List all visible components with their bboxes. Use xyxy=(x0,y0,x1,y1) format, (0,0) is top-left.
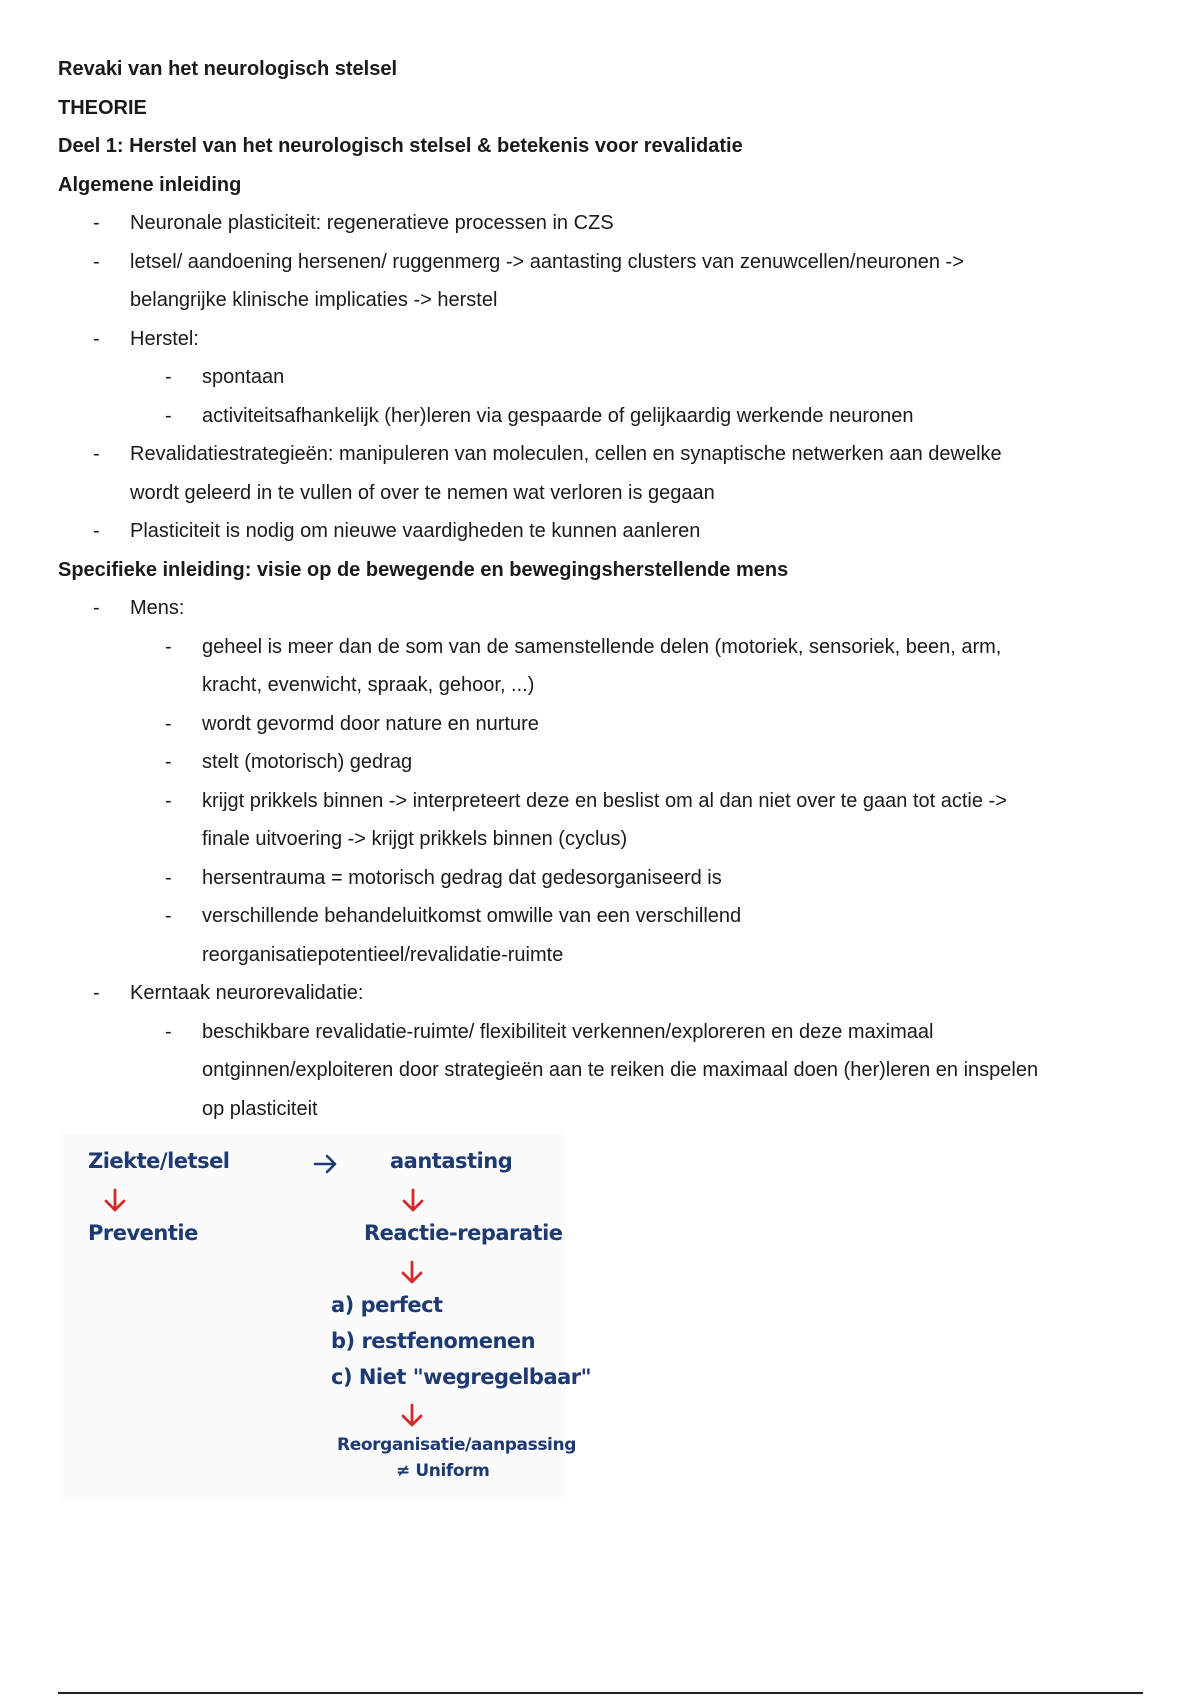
bullet-dash: - xyxy=(93,250,100,273)
list-item-text: spontaan xyxy=(202,366,285,388)
bullet-dash: - xyxy=(165,366,172,388)
part-heading: Deel 1: Herstel van het neurologisch stelsel & betekenis voor revalidatie xyxy=(58,135,743,157)
node-not-uniform: ≠ Uniform xyxy=(396,1461,490,1481)
sub-list-item xyxy=(58,782,1148,821)
document-subtitle: THEORIE xyxy=(58,96,147,119)
list-item-text: stelt (motorisch) gedrag xyxy=(202,751,413,773)
bullet-dash: - xyxy=(165,635,172,658)
bullet-dash: - xyxy=(165,789,172,812)
sub-list-item xyxy=(58,358,1148,397)
arrow-right-icon xyxy=(313,1153,339,1175)
sub-list-item xyxy=(58,1013,1148,1052)
list-item-continuation: wordt geleerd in te vullen of over te nemen wat verloren is gegaan xyxy=(130,481,715,504)
node-reorganisation: Reorganisatie/aanpassing xyxy=(337,1435,576,1455)
list-item-continuation: kracht, evenwicht, spraak, gehoor, ...) xyxy=(202,674,535,696)
node-disease: Ziekte/letsel xyxy=(88,1149,230,1173)
bullet-dash: - xyxy=(93,597,100,619)
list-item-continuation: op plasticiteit xyxy=(202,1097,318,1120)
bullet-dash: - xyxy=(93,443,100,465)
bullet-dash: - xyxy=(165,1020,172,1043)
list-item-text: hersentrauma = motorisch gedrag dat gedesorganiseerd is xyxy=(202,866,722,889)
bullet-dash: - xyxy=(93,520,100,542)
arrow-down-icon xyxy=(400,1260,424,1286)
arrow-down-icon xyxy=(400,1403,424,1429)
list-item-continuation: belangrijke klinische implicaties -> herstel xyxy=(130,289,498,311)
list-item-text: beschikbare revalidatie-ruimte/ flexibiliteit verkennen/exploreren en deze maximaal xyxy=(202,1020,934,1043)
arrow-down-icon xyxy=(401,1188,425,1214)
list-item-text: Plasticiteit is nodig om nieuwe vaardigheden te kunnen aanleren xyxy=(130,520,701,542)
list-item-text: Neuronale plasticiteit: regeneratieve processen in CZS xyxy=(130,212,614,234)
sub-list-item xyxy=(58,743,1148,782)
list-item-text: krijgt prikkels binnen -> interpreteert deze en beslist om al dan niet over te gaan tot actie -> xyxy=(202,789,1007,812)
arrow-down-icon xyxy=(103,1188,127,1214)
node-outcome-c: c) Niet "wegregelbaar" xyxy=(331,1365,592,1389)
bullet-dash: - xyxy=(93,327,100,350)
list-item xyxy=(58,243,1148,282)
list-item-text: letsel/ aandoening hersenen/ ruggenmerg -> aantasting clusters van zenuwcellen/neuronen -> xyxy=(130,250,964,273)
bullet-dash: - xyxy=(93,212,100,234)
list-item-continuation: finale uitvoering -> krijgt prikkels binnen (cyclus) xyxy=(202,828,628,850)
bullet-dash: - xyxy=(165,404,172,427)
sub-list-item xyxy=(58,397,1148,436)
list-item-text: Mens: xyxy=(130,597,185,619)
sub-list-item xyxy=(58,897,1148,936)
list-item-text: wordt gevormd door nature en nurture xyxy=(202,712,539,735)
section-heading-general: Algemene inleiding xyxy=(58,173,242,196)
node-reaction-repair: Reactie-reparatie xyxy=(364,1221,563,1245)
sub-list-item xyxy=(58,705,1148,744)
document-page xyxy=(58,50,1148,1128)
node-impairment: aantasting xyxy=(390,1149,513,1173)
node-outcome-a: a) perfect xyxy=(331,1293,443,1317)
list-item xyxy=(58,974,1148,1013)
bullet-dash: - xyxy=(165,905,172,927)
list-item-text: verschillende behandeluitkomst omwille van een verschillend xyxy=(202,905,742,927)
list-item-continuation: reorganisatiepotentieel/revalidatie-ruimte xyxy=(202,943,564,966)
list-item-text: Kerntaak neurorevalidatie: xyxy=(130,982,364,1004)
page-bottom-rule xyxy=(58,1692,1143,1694)
bullet-dash: - xyxy=(93,982,100,1004)
node-outcome-b: b) restfenomenen xyxy=(331,1329,536,1353)
document-title: Revaki van het neurologisch stelsel xyxy=(58,58,398,80)
list-item xyxy=(58,589,1148,628)
node-prevention: Preventie xyxy=(88,1221,198,1245)
list-item-text: activiteitsafhankelijk (her)leren via gespaarde of gelijkaardig werkende neuronen xyxy=(202,404,914,427)
list-item-text: geheel is meer dan de som van de samenstellende delen (motoriek, sensoriek, been, arm, xyxy=(202,635,1002,658)
list-item-continuation: ontginnen/exploiteren door strategieën aan te reiken die maximaal doen (her)leren en inspelen xyxy=(202,1059,1039,1081)
list-item xyxy=(58,512,1148,551)
list-item xyxy=(58,435,1148,474)
list-item-text: Herstel: xyxy=(130,327,199,350)
bullet-dash: - xyxy=(165,712,172,735)
section-heading-specific: Specifieke inleiding: visie op de bewegende en bewegingsherstellende mens xyxy=(58,558,789,581)
sub-list-item xyxy=(58,628,1148,667)
recovery-flow-diagram xyxy=(60,1133,592,1498)
list-item xyxy=(58,320,1148,359)
list-item-text: Revalidatiestrategieën: manipuleren van moleculen, cellen en synaptische netwerken aan dewelke xyxy=(130,443,1002,465)
list-item xyxy=(58,204,1148,243)
bullet-dash: - xyxy=(165,866,172,889)
bullet-dash: - xyxy=(165,751,172,773)
sub-list-item xyxy=(58,859,1148,898)
